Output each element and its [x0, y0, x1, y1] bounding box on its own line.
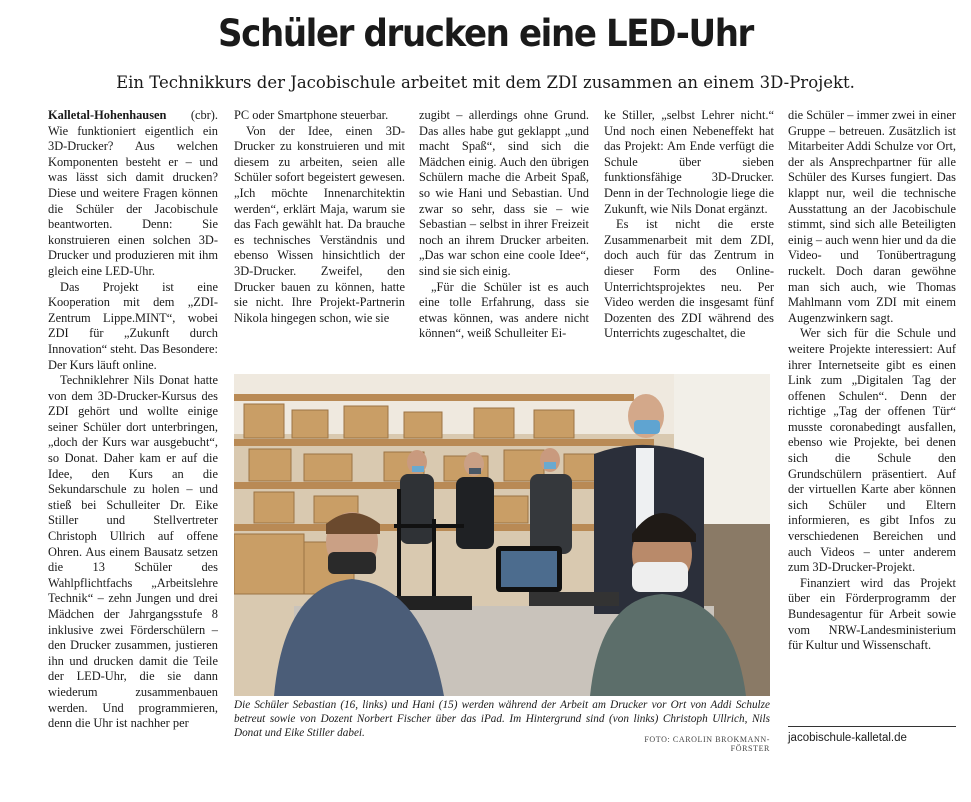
paragraph: PC oder Smartphone steuerbar.: [234, 108, 389, 122]
paragraph: die Schüler – immer zwei in einer Gruppe – betreuen. Zusätzlich ist Mitarbeiter Addi Schulze vor Ort, der als Ansprechpartner für alle Schüler des Kurses fungiert. Das klappt nur, weil die technische Ausstattung an der Jacobischule stimmt, sind sich alle Beteiligten einig – auch wenn hier und da die Video- und Tonübertragung ruckelt. Doch daran gewöhne man sich auch, wie Thomas Mahlmann vom ZDI mit einem Augenzwinkern sagt.: [788, 108, 956, 325]
paragraph: „Für die Schüler ist es auch eine tolle Erfahrung, dass sie etwas können, was andere nicht können“, weiß Schulleiter Ei-: [419, 279, 589, 341]
photo-credit: FOTO: CAROLIN BROKMANN-FÖRSTER: [644, 735, 770, 753]
photo-caption: Die Schüler Sebastian (16, links) und Hani (15) werden während der Arbeit am Drucker vor Ort von Addi Schulze betreut sowie von Dozent Norbert Fischer über das iPad. Im Hintergrund sind (von links) Christoph Ullrich, Nils Donat und Eike Stiller dabei.: [234, 699, 770, 739]
article-column-3: [419, 108, 589, 370]
paragraph: ke Stiller, „selbst Lehrer nicht.“ Und noch einen Nebeneffekt hat das Projekt: Am Ende verfügt die Schule über sieben funktionsfähige 3D-Drucker. Denn in der Technologie liege die Zukunft, wie Nils Donat ergänzt.: [604, 108, 774, 216]
paragraph: Wer sich für die Schule und weitere Projekte interessiert: Auf ihrer Internetseite gibt es einen Link zum „Digitalen Tag der offenen Schulen“. Denn der richtige „Tag der offenen Tür“ musste coronabedingt ausfallen, ebenso wie Projekte, bei denen sich die Schule den Grundschülern präsentiert. Auf der virtuellen Karte aber können sich Schüler und Eltern informieren, es gibt Infos zu verschiedenen Bereichen und auch Videos – unter anderem zum 3D-Drucker-Projekt.: [788, 326, 956, 575]
subheadline: Ein Technikkurs der Jacobischule arbeitet mit dem ZDI zusammen an einem 3D-Projekt.: [116, 73, 855, 92]
paragraph: Von der Idee, einen 3D-Drucker zu konstruieren und mit diesem zu arbeiten, seien alle Schüler sofort begeistert gewesen. „Ich möchte Innenarchitektin werden“, erklärt Maja, warum sie das Fach gewählt hat. Da brauche es technisches Verständnis und ebenso Wissen hinsichtlich der 3D-Drucker. Zweifel, den Drucker bauen zu können, hatte sie nicht. Ihre Projekt-Partnerin Nikola hingegen schon, wie sie: [234, 123, 405, 325]
article-column-1: [48, 108, 218, 748]
paragraph: Finanziert wird das Projekt über ein Förderprogramm der Bundesagentur für Arbeit sowie vom NRW-Landesministerium für Kultur und Wissenschaft.: [788, 575, 956, 653]
paragraph: Techniklehrer Nils Donat hatte von dem 3D-Drucker-Kursus des ZDI gehört und wollte einige seiner Schüler dort unterbringen, „doch der Kurs war ausgebucht“, so Donat. Daher kam er auf die Idee, den Kurs an die Sekundarschule zu holen – und stieß bei Schulleiter Dr. Eike Stiller und Stellvertreter Christoph Ullrich auf offene Ohren. Aus einem Bausatz setzen die 13 Schüler des Wahlpflichtfachs „Arbeitslehre Technik“ – zehn Jungen und drei Mädchen der Jahrgangsstufe 8 inklusive zwei Förderschülern – den Drucker zusammen, justieren ihn und drucken damit die Teile der LED-Uhr, die sie dann wiederum zusammenbauen werden. Und programmieren, denn die Uhr ist nachher per: [48, 373, 218, 731]
divider: [788, 726, 956, 727]
website-link[interactable]: jacobischule-kalletal.de: [788, 732, 907, 744]
paragraph: Kalletal-Hohenhausen (cbr). Wie funktioniert eigentlich ein 3D-Drucker? Aus welchen Komponenten besteht er – und was lässt sich damit drucken? Diese und weitere Fragen können die Schüler der Jacobischule beantworten. Denn: Sie konstruieren einen solchen 3D-Drucker und produzieren mit ihm gleich eine LED-Uhr.: [48, 108, 218, 278]
paragraph: Es ist nicht die erste Zusammenarbeit mit dem ZDI, doch auch für das Zentrum in dieser Form des Online-Unterrichtsprojektes neu. Per Video werden die insgesamt fünf Dozenten des ZDI während des Unterrichts zugeschaltet, die: [604, 217, 774, 341]
article-photo: [234, 374, 770, 696]
article-column-2: [234, 108, 405, 370]
article-column-5: [788, 108, 956, 720]
article-column-4: [604, 108, 774, 370]
paragraph: zugibt – allerdings ohne Grund. Das alles habe gut geklappt „und macht Spaß“, sind sich die Mädchen einig. Auch den übrigen Schülern mache die Arbeit Spaß, so wie Hani und Sebastian. Und zwar so sehr, dass sie – wie Sebastian – selbst in ihrer Freizeit noch an ihrem Drucker arbeiten. „Das war schon eine coole Idee“, sind sie sich einig.: [419, 108, 589, 278]
dateline: Kalletal-Hohenhausen: [48, 108, 167, 122]
paragraph: Das Projekt ist eine Kooperation mit dem „ZDI-Zentrum Lippe.MINT“, wobei ZDI für „Zukunft durch Innovation“ steht. Das Besondere: Der Kurs läuft online.: [48, 279, 218, 372]
headline: Schüler drucken eine LED-Uhr: [218, 12, 753, 55]
